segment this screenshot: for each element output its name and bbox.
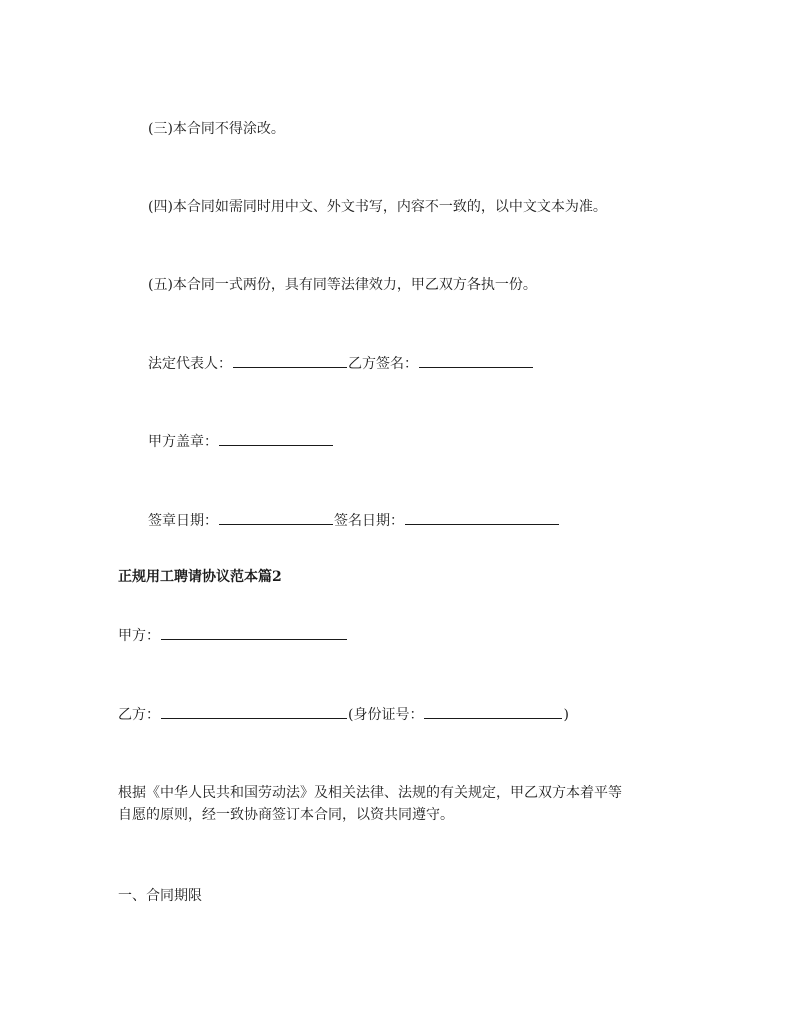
sign-date-blank[interactable]: [405, 510, 559, 525]
seal-date-blank[interactable]: [219, 510, 333, 525]
intro-line-1: 根据《中华人民共和国劳动法》及相关法律、法规的有关规定，甲乙双方本着平等: [118, 785, 622, 801]
id-label-close: ): [563, 707, 569, 723]
section-one-heading: 一、合同期限: [118, 888, 202, 904]
id-number-blank[interactable]: [424, 704, 562, 719]
party-a-label: 甲方：: [118, 628, 160, 644]
party-b-line: [118, 704, 569, 726]
id-label-open: (身份证号：: [348, 707, 424, 723]
party-b-label: 乙方：: [118, 707, 160, 723]
signature-line-3: [148, 510, 560, 532]
legal-rep-label: 法定代表人：: [148, 356, 232, 372]
party-a-seal-label: 甲方盖章：: [148, 434, 218, 450]
intro-paragraph: [118, 782, 688, 826]
party-a-blank[interactable]: [161, 625, 347, 640]
legal-rep-blank[interactable]: [233, 353, 347, 368]
sign-date-label: 签名日期：: [334, 513, 404, 529]
party-b-blank[interactable]: [161, 704, 347, 719]
clause-3: (三)本合同不得涂改。: [148, 121, 285, 137]
signature-line-1: [148, 353, 534, 375]
clause-4: (四)本合同如需同时用中文、外文书写，内容不一致的，以中文文本为准。: [148, 199, 607, 215]
party-b-sign-label: 乙方签名：: [348, 356, 418, 372]
section-title: 正规用工聘请协议范本篇2: [118, 569, 282, 585]
intro-line-2: 自愿的原则，经一致协商签订本合同，以资共同遵守。: [118, 807, 454, 823]
seal-date-label: 签章日期：: [148, 513, 218, 529]
party-b-sign-blank[interactable]: [419, 353, 533, 368]
signature-line-2: [148, 431, 334, 453]
clause-5: (五)本合同一式两份，具有同等法律效力，甲乙双方各执一份。: [148, 277, 537, 293]
party-a-seal-blank[interactable]: [219, 431, 333, 446]
party-a-line: [118, 625, 348, 647]
